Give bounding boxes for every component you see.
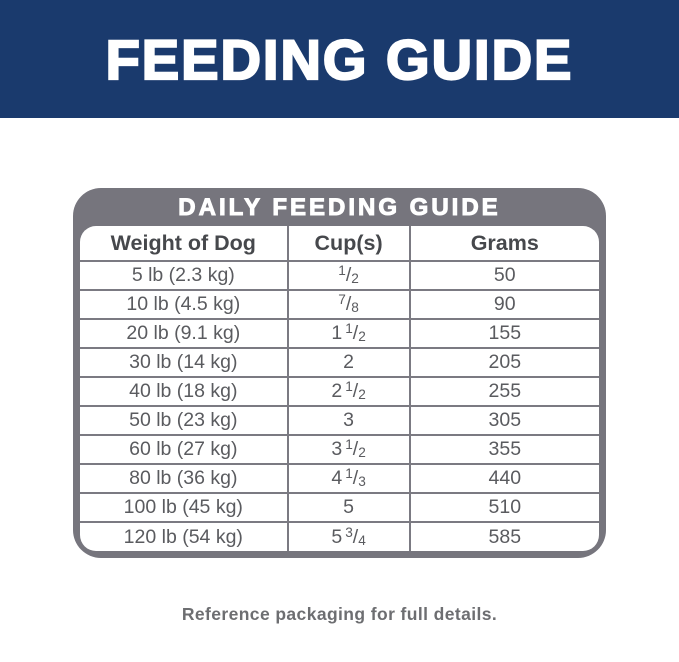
footnote: Reference packaging for full details. — [181, 604, 498, 624]
cups-cell: $^1$/2 — [288, 261, 410, 290]
col-header-grams: Grams — [410, 226, 599, 261]
weight-cell: 20 lb (9.1 kg) — [80, 319, 288, 348]
cups-cell: 3 — [288, 406, 410, 435]
weight-cell: 60 lb (27 kg) — [80, 435, 288, 464]
weight-cell: 100 lb (45 kg) — [80, 493, 288, 522]
weight-cell: 80 lb (36 kg) — [80, 464, 288, 493]
table-row — [80, 522, 599, 551]
weight-cell: 5 lb (2.3 kg) — [80, 261, 288, 290]
cups-cell: $^7$/8 — [288, 290, 410, 319]
table-row — [80, 290, 599, 319]
grams-cell: 205 — [410, 348, 599, 377]
cups-cell: 1 $^1$/2 — [288, 319, 410, 348]
banner — [0, 0, 679, 118]
weight-cell: 10 lb (4.5 kg) — [80, 290, 288, 319]
table-row — [80, 493, 599, 522]
weight-cell: 120 lb (54 kg) — [80, 522, 288, 551]
feeding-table — [80, 226, 599, 551]
table-title: DAILY FEEDING GUIDE — [178, 194, 501, 221]
table-row — [80, 261, 599, 290]
grams-cell: 155 — [410, 319, 599, 348]
feeding-guide-card — [73, 188, 606, 558]
weight-cell: 50 lb (23 kg) — [80, 406, 288, 435]
grams-cell: 585 — [410, 522, 599, 551]
table-container — [80, 226, 599, 551]
cups-cell: 2 $^1$/2 — [288, 377, 410, 406]
banner-title: FEEDING GUIDE — [105, 27, 574, 91]
cups-cell: 5 — [288, 493, 410, 522]
table-row — [80, 435, 599, 464]
weight-cell: 40 lb (18 kg) — [80, 377, 288, 406]
cups-cell: 2 — [288, 348, 410, 377]
table-row — [80, 377, 599, 406]
grams-cell: 355 — [410, 435, 599, 464]
table-rows — [80, 261, 599, 551]
cups-cell: 5 $^3$/4 — [288, 522, 410, 551]
table-row — [80, 319, 599, 348]
grams-cell: 90 — [410, 290, 599, 319]
cups-cell: 4 $^1$/3 — [288, 464, 410, 493]
grams-cell: 510 — [410, 493, 599, 522]
grams-cell: 50 — [410, 261, 599, 290]
col-header-weight: Weight of Dog — [80, 226, 288, 261]
table-row — [80, 406, 599, 435]
header-row — [80, 226, 599, 261]
table-row — [80, 348, 599, 377]
grams-cell: 440 — [410, 464, 599, 493]
grams-cell: 305 — [410, 406, 599, 435]
cups-cell: 3 $^1$/2 — [288, 435, 410, 464]
grams-cell: 255 — [410, 377, 599, 406]
weight-cell: 30 lb (14 kg) — [80, 348, 288, 377]
col-header-cups: Cup(s) — [288, 226, 410, 261]
table-row — [80, 464, 599, 493]
